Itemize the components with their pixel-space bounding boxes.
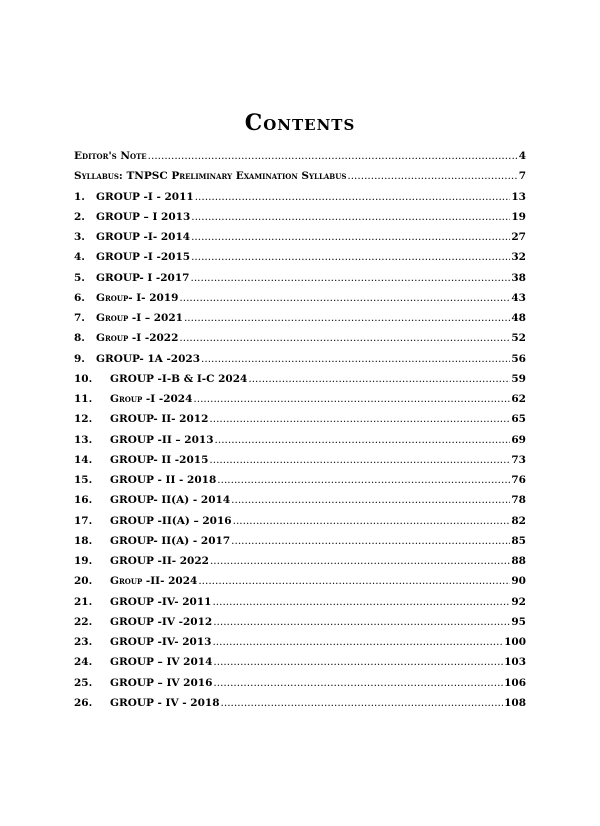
toc-leader (193, 393, 510, 405)
toc-leader (213, 677, 503, 689)
toc-number: 18. (74, 534, 93, 547)
toc-label: Group -II- 2024 (110, 575, 198, 588)
toc-page: 95 (511, 615, 526, 628)
toc-label: GROUP -II(A) – 2016 (110, 514, 232, 527)
toc-page: 7 (518, 170, 526, 183)
toc-page: 4 (518, 150, 526, 163)
toc-number: 16. (74, 494, 93, 507)
toc-leader (191, 231, 510, 243)
toc-leader (210, 555, 510, 567)
toc-leader (212, 636, 503, 648)
toc-page: 32 (511, 251, 526, 264)
toc-label: GROUP - II - 2018 (110, 474, 217, 487)
page-title: Contents (244, 110, 356, 136)
toc-number: 14. (74, 453, 93, 466)
toc-row[interactable] (74, 288, 526, 308)
toc-page: 88 (511, 555, 526, 568)
toc-leader (213, 616, 510, 628)
toc-leader (231, 494, 510, 506)
toc-number: 24. (74, 656, 93, 669)
toc-number: 2. (74, 210, 85, 223)
toc-leader (221, 697, 504, 709)
toc-number: 17. (74, 514, 93, 527)
toc-label: GROUP- II(A) - 2017 (110, 534, 231, 547)
toc-page: 13 (511, 190, 526, 203)
toc-number: 12. (74, 413, 93, 426)
toc-page: 76 (511, 474, 526, 487)
toc-row[interactable] (74, 490, 526, 510)
toc-number: 10. (74, 372, 93, 385)
toc-row[interactable] (74, 470, 526, 490)
toc-leader (215, 434, 511, 446)
toc-leader (191, 211, 510, 223)
toc-number: 15. (74, 474, 93, 487)
toc-row[interactable] (74, 389, 526, 409)
table-of-contents (74, 146, 526, 713)
toc-leader (184, 312, 510, 324)
toc-label: GROUP -I -2015 (96, 251, 191, 264)
toc-page: 43 (511, 291, 526, 304)
toc-label: GROUP – I 2013 (96, 210, 191, 223)
toc-row[interactable] (74, 652, 526, 672)
toc-row[interactable] (74, 531, 526, 551)
toc-page: 27 (511, 231, 526, 244)
toc-label: GROUP -I-B & I-C 2024 (110, 372, 248, 385)
toc-number: 13. (74, 433, 93, 446)
toc-leader (190, 272, 510, 284)
toc-row[interactable] (74, 247, 526, 267)
toc-leader (201, 353, 510, 365)
toc-leader (191, 251, 510, 263)
toc-label: GROUP -II- 2022 (110, 555, 209, 568)
toc-label: GROUP -I- 2014 (96, 231, 191, 244)
toc-row[interactable] (74, 632, 526, 652)
toc-label: GROUP- II(A) - 2014 (110, 494, 231, 507)
toc-number: 11. (74, 393, 93, 406)
toc-page: 106 (504, 676, 526, 689)
toc-row[interactable] (74, 409, 526, 429)
toc-leader (231, 535, 510, 547)
toc-label: GROUP- I -2017 (96, 271, 190, 284)
toc-page: 38 (511, 271, 526, 284)
toc-label: GROUP -I - 2011 (96, 190, 194, 203)
toc-label: GROUP -IV- 2013 (110, 636, 212, 649)
toc-label: GROUP – IV 2014 (110, 656, 213, 669)
toc-label: GROUP - IV - 2018 (110, 696, 220, 709)
toc-page: 100 (504, 636, 526, 649)
toc-label: GROUP- 1A -2023 (96, 352, 201, 365)
toc-page: 65 (511, 413, 526, 426)
toc-leader (209, 413, 510, 425)
toc-row[interactable] (74, 673, 526, 693)
toc-number: 22. (74, 615, 93, 628)
toc-row[interactable] (74, 207, 526, 227)
toc-page: 56 (511, 352, 526, 365)
toc-row[interactable] (74, 227, 526, 247)
toc-leader (233, 515, 511, 527)
toc-label: GROUP- II- 2012 (110, 413, 209, 426)
toc-leader (213, 656, 503, 668)
toc-leader (195, 191, 511, 203)
toc-row[interactable] (74, 612, 526, 632)
toc-label: GROUP – IV 2016 (110, 676, 213, 689)
toc-number: 9. (74, 352, 85, 365)
toc-page: 103 (504, 656, 526, 669)
toc-row-syllabus[interactable] (74, 166, 526, 186)
toc-number: 8. (74, 332, 85, 345)
toc-leader (217, 474, 510, 486)
toc-page: 52 (511, 332, 526, 345)
toc-number: 19. (74, 555, 93, 568)
toc-row-editors-note[interactable] (74, 146, 526, 166)
toc-page: 69 (511, 433, 526, 446)
toc-number: 1. (74, 190, 85, 203)
toc-number: 7. (74, 312, 85, 325)
toc-number: 21. (74, 595, 93, 608)
toc-row[interactable] (74, 328, 526, 348)
toc-number: 20. (74, 575, 93, 588)
toc-label: GROUP -IV- 2011 (110, 595, 212, 608)
toc-label: GROUP -IV -2012 (110, 615, 213, 628)
toc-number: 5. (74, 271, 85, 284)
toc-leader (179, 292, 510, 304)
toc-row[interactable] (74, 511, 526, 531)
toc-number: 26. (74, 696, 93, 709)
toc-leader (209, 454, 510, 466)
toc-page: 78 (511, 494, 526, 507)
toc-page: 90 (511, 575, 526, 588)
toc-page: 85 (511, 534, 526, 547)
toc-number: 4. (74, 251, 85, 264)
toc-leader (198, 575, 510, 587)
toc-leader (248, 373, 510, 385)
toc-row[interactable] (74, 450, 526, 470)
toc-row[interactable] (74, 369, 526, 389)
toc-row[interactable] (74, 551, 526, 571)
toc-number: 23. (74, 636, 93, 649)
toc-leader (148, 150, 518, 162)
toc-label: Group -I -2024 (110, 393, 193, 406)
toc-label: Group -I -2022 (96, 332, 179, 345)
toc-leader (179, 332, 510, 344)
toc-label: Group- I- 2019 (96, 291, 179, 304)
toc-page: 82 (511, 514, 526, 527)
toc-page: 108 (504, 696, 526, 709)
toc-label: Syllabus: TNPSC Preliminary Examination Syllabus (74, 170, 347, 183)
toc-number: 3. (74, 231, 85, 244)
toc-label: Editor's Note (74, 150, 147, 163)
toc-leader (347, 170, 517, 182)
toc-row[interactable] (74, 308, 526, 328)
toc-page: 59 (511, 372, 526, 385)
toc-number: 6. (74, 291, 85, 304)
toc-label: Group -I – 2021 (96, 312, 183, 325)
toc-leader (212, 596, 510, 608)
toc-row[interactable] (74, 592, 526, 612)
toc-page: 92 (511, 595, 526, 608)
toc-row[interactable] (74, 349, 526, 369)
toc-label: GROUP- II -2015 (110, 453, 209, 466)
toc-row[interactable] (74, 571, 526, 591)
toc-row[interactable] (74, 268, 526, 288)
toc-page: 62 (511, 393, 526, 406)
toc-number: 25. (74, 676, 93, 689)
toc-row[interactable] (74, 430, 526, 450)
toc-page: 19 (511, 210, 526, 223)
toc-row[interactable] (74, 187, 526, 207)
toc-row[interactable] (74, 693, 526, 713)
toc-label: GROUP -II – 2013 (110, 433, 214, 446)
toc-page: 48 (511, 312, 526, 325)
toc-page: 73 (511, 453, 526, 466)
